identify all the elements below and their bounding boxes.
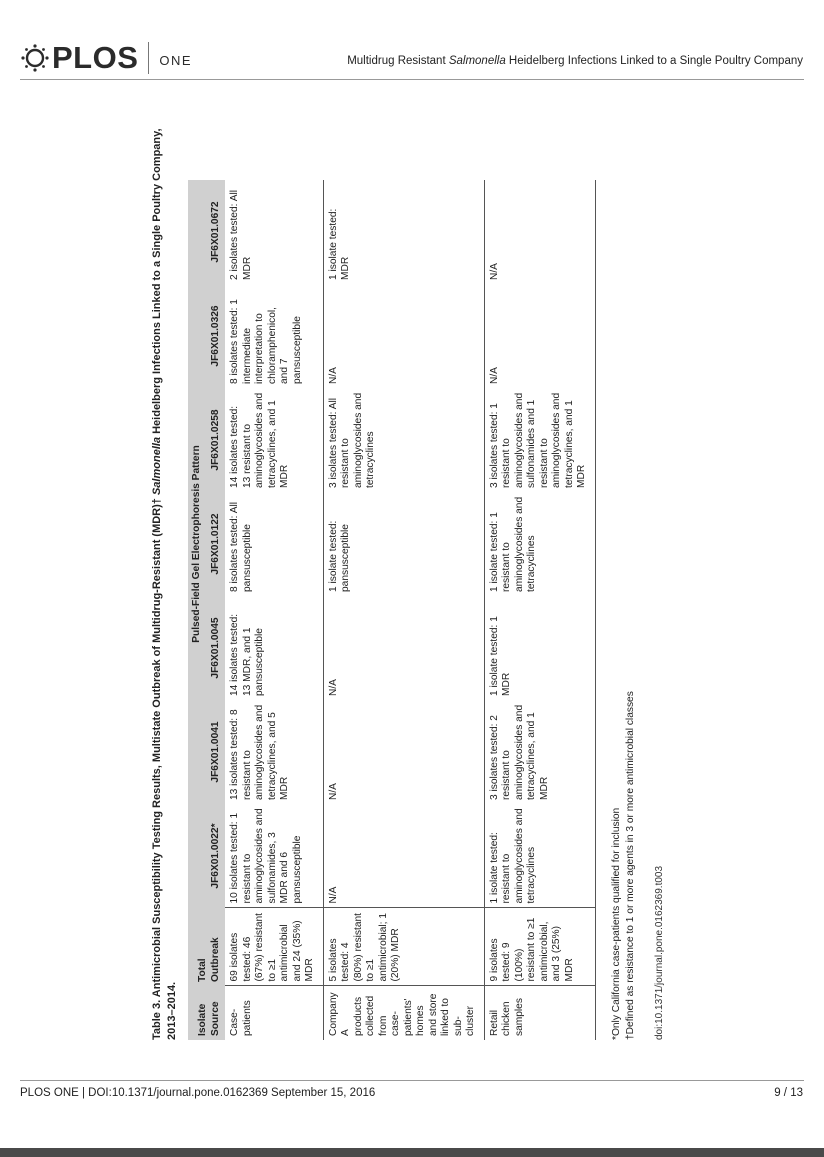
footer-citation: PLOS ONE | DOI:10.1371/journal.pone.0162369 September 15, 2016 — [20, 1087, 376, 1099]
table-cell: 1 isolate tested: MDR — [323, 180, 484, 284]
table-cell: 14 isolates tested: 13 resistant to aminoglycosides and tetracyclines, and 1 MDR — [225, 388, 323, 492]
row-source: Retail chicken samples — [484, 986, 595, 1040]
logo-divider — [148, 42, 149, 74]
table-caption: Table 3. Antimicrobial Susceptibility Testing Results, Multistate Outbreak of Multidrug-Resistant (MDR)† Salmonella Heidelberg Infections Linked to a Single Poultry Company, 2013–2014. — [151, 128, 178, 1040]
footnote: †Defined as resistance to 1 or more agents in 3 or more antimicrobial classes — [624, 691, 636, 1040]
table-footnotes — [610, 110, 638, 1040]
col-header-total: Total Outbreak — [188, 908, 225, 986]
row-total: 69 isolates tested: 46 (67%) resistant to ≥1 antimicrobial and 24 (35%) MDR — [225, 908, 323, 986]
table-row — [323, 180, 484, 1040]
table-cell: N/A — [323, 804, 484, 908]
table-cell: 1 isolate tested: resistant to aminoglycosides and tetracyclines — [484, 804, 595, 908]
plos-one-logo — [20, 40, 192, 76]
table-cell: 1 isolate tested: 1 resistant to aminoglycosides and tetracyclines — [484, 492, 595, 596]
table-doi[interactable]: doi:10.1371/journal.pone.0162369.t003 — [653, 865, 665, 1040]
footer-rule — [20, 1080, 804, 1081]
col-header-pfge-group: Pulsed-Field Gel Electrophoresis Pattern — [188, 180, 207, 908]
rotated-table-block — [150, 110, 665, 1040]
row-source: Case-patients — [225, 986, 323, 1040]
table-cell: 1 isolate tested: 1 MDR — [484, 596, 595, 700]
table-row — [484, 180, 595, 1040]
page-number: 9 / 13 — [774, 1087, 803, 1099]
table-cell: 13 isolates tested: 8 resistant to aminoglycosides and tetracyclines, and 5 MDR — [225, 700, 323, 804]
table-cell: 14 isolates tested: 13 MDR, and 1 pansusceptible — [225, 596, 323, 700]
table-cell: 3 isolates tested: 1 resistant to aminoglycosides and sulfonamides and 1 resistant to aminoglycosides and tetracyclines, and 1 MDR — [484, 388, 595, 492]
table-cell: 10 isolates tested: 1 resistant to aminoglycosides and sulfonamides, 3 MDR and 6 pansusceptible — [225, 804, 323, 908]
pattern-header: JF6X01.0122 — [207, 492, 226, 596]
row-total: 9 isolates tested: 9 (100%) resistant to ≥1 antimicrobial, and 3 (25%) MDR — [484, 908, 595, 986]
header-rule — [20, 79, 804, 80]
logo-sub: ONE — [159, 52, 193, 68]
table-row — [225, 180, 323, 1040]
plos-logo-icon — [20, 43, 50, 73]
pattern-header: JF6X01.0672 — [207, 180, 226, 284]
table-cell: N/A — [323, 284, 484, 388]
row-source: Company A products collected from case-patients' homes and store linked to sub-cluster — [323, 986, 484, 1040]
pattern-header: JF6X01.0022* — [207, 804, 226, 908]
table-cell: N/A — [323, 596, 484, 700]
footnote: *Only California case-patients qualified for inclusion — [610, 807, 622, 1040]
table-cell: 3 isolates tested: 2 resistant to aminoglycosides and tetracyclines, and 1 MDR — [484, 700, 595, 804]
running-title: Multidrug Resistant Salmonella Heidelberg Infections Linked to a Single Poultry Company — [347, 55, 803, 67]
table-cell: N/A — [484, 284, 595, 388]
pattern-header: JF6X01.0041 — [207, 700, 226, 804]
row-total: 5 isolates tested: 4 (80%) resistant to ≥1 antimicrobial; 1 (20%) MDR — [323, 908, 484, 986]
logo-text: PLOS — [52, 40, 139, 75]
table-cell: 1 isolate tested: pansusceptible — [323, 492, 484, 596]
table-cell: 2 isolates tested: All MDR — [225, 180, 323, 284]
susceptibility-table — [188, 180, 596, 1040]
viewer-bottom-bar — [0, 1148, 824, 1157]
col-header-source: Isolate Source — [188, 986, 225, 1040]
pattern-header: JF6X01.0326 — [207, 284, 226, 388]
pattern-header: JF6X01.0045 — [207, 596, 226, 700]
table-cell: N/A — [484, 180, 595, 284]
table-cell: 8 isolates tested: All pansusceptible — [225, 492, 323, 596]
pattern-header: JF6X01.0258 — [207, 388, 226, 492]
table-cell: N/A — [323, 700, 484, 804]
table-cell: 3 isolates tested: All resistant to aminoglycosides and tetracyclines — [323, 388, 484, 492]
table-cell: 8 isolates tested: 1 intermediate interpretation to chloramphenicol, and 7 pansusceptible — [225, 284, 323, 388]
